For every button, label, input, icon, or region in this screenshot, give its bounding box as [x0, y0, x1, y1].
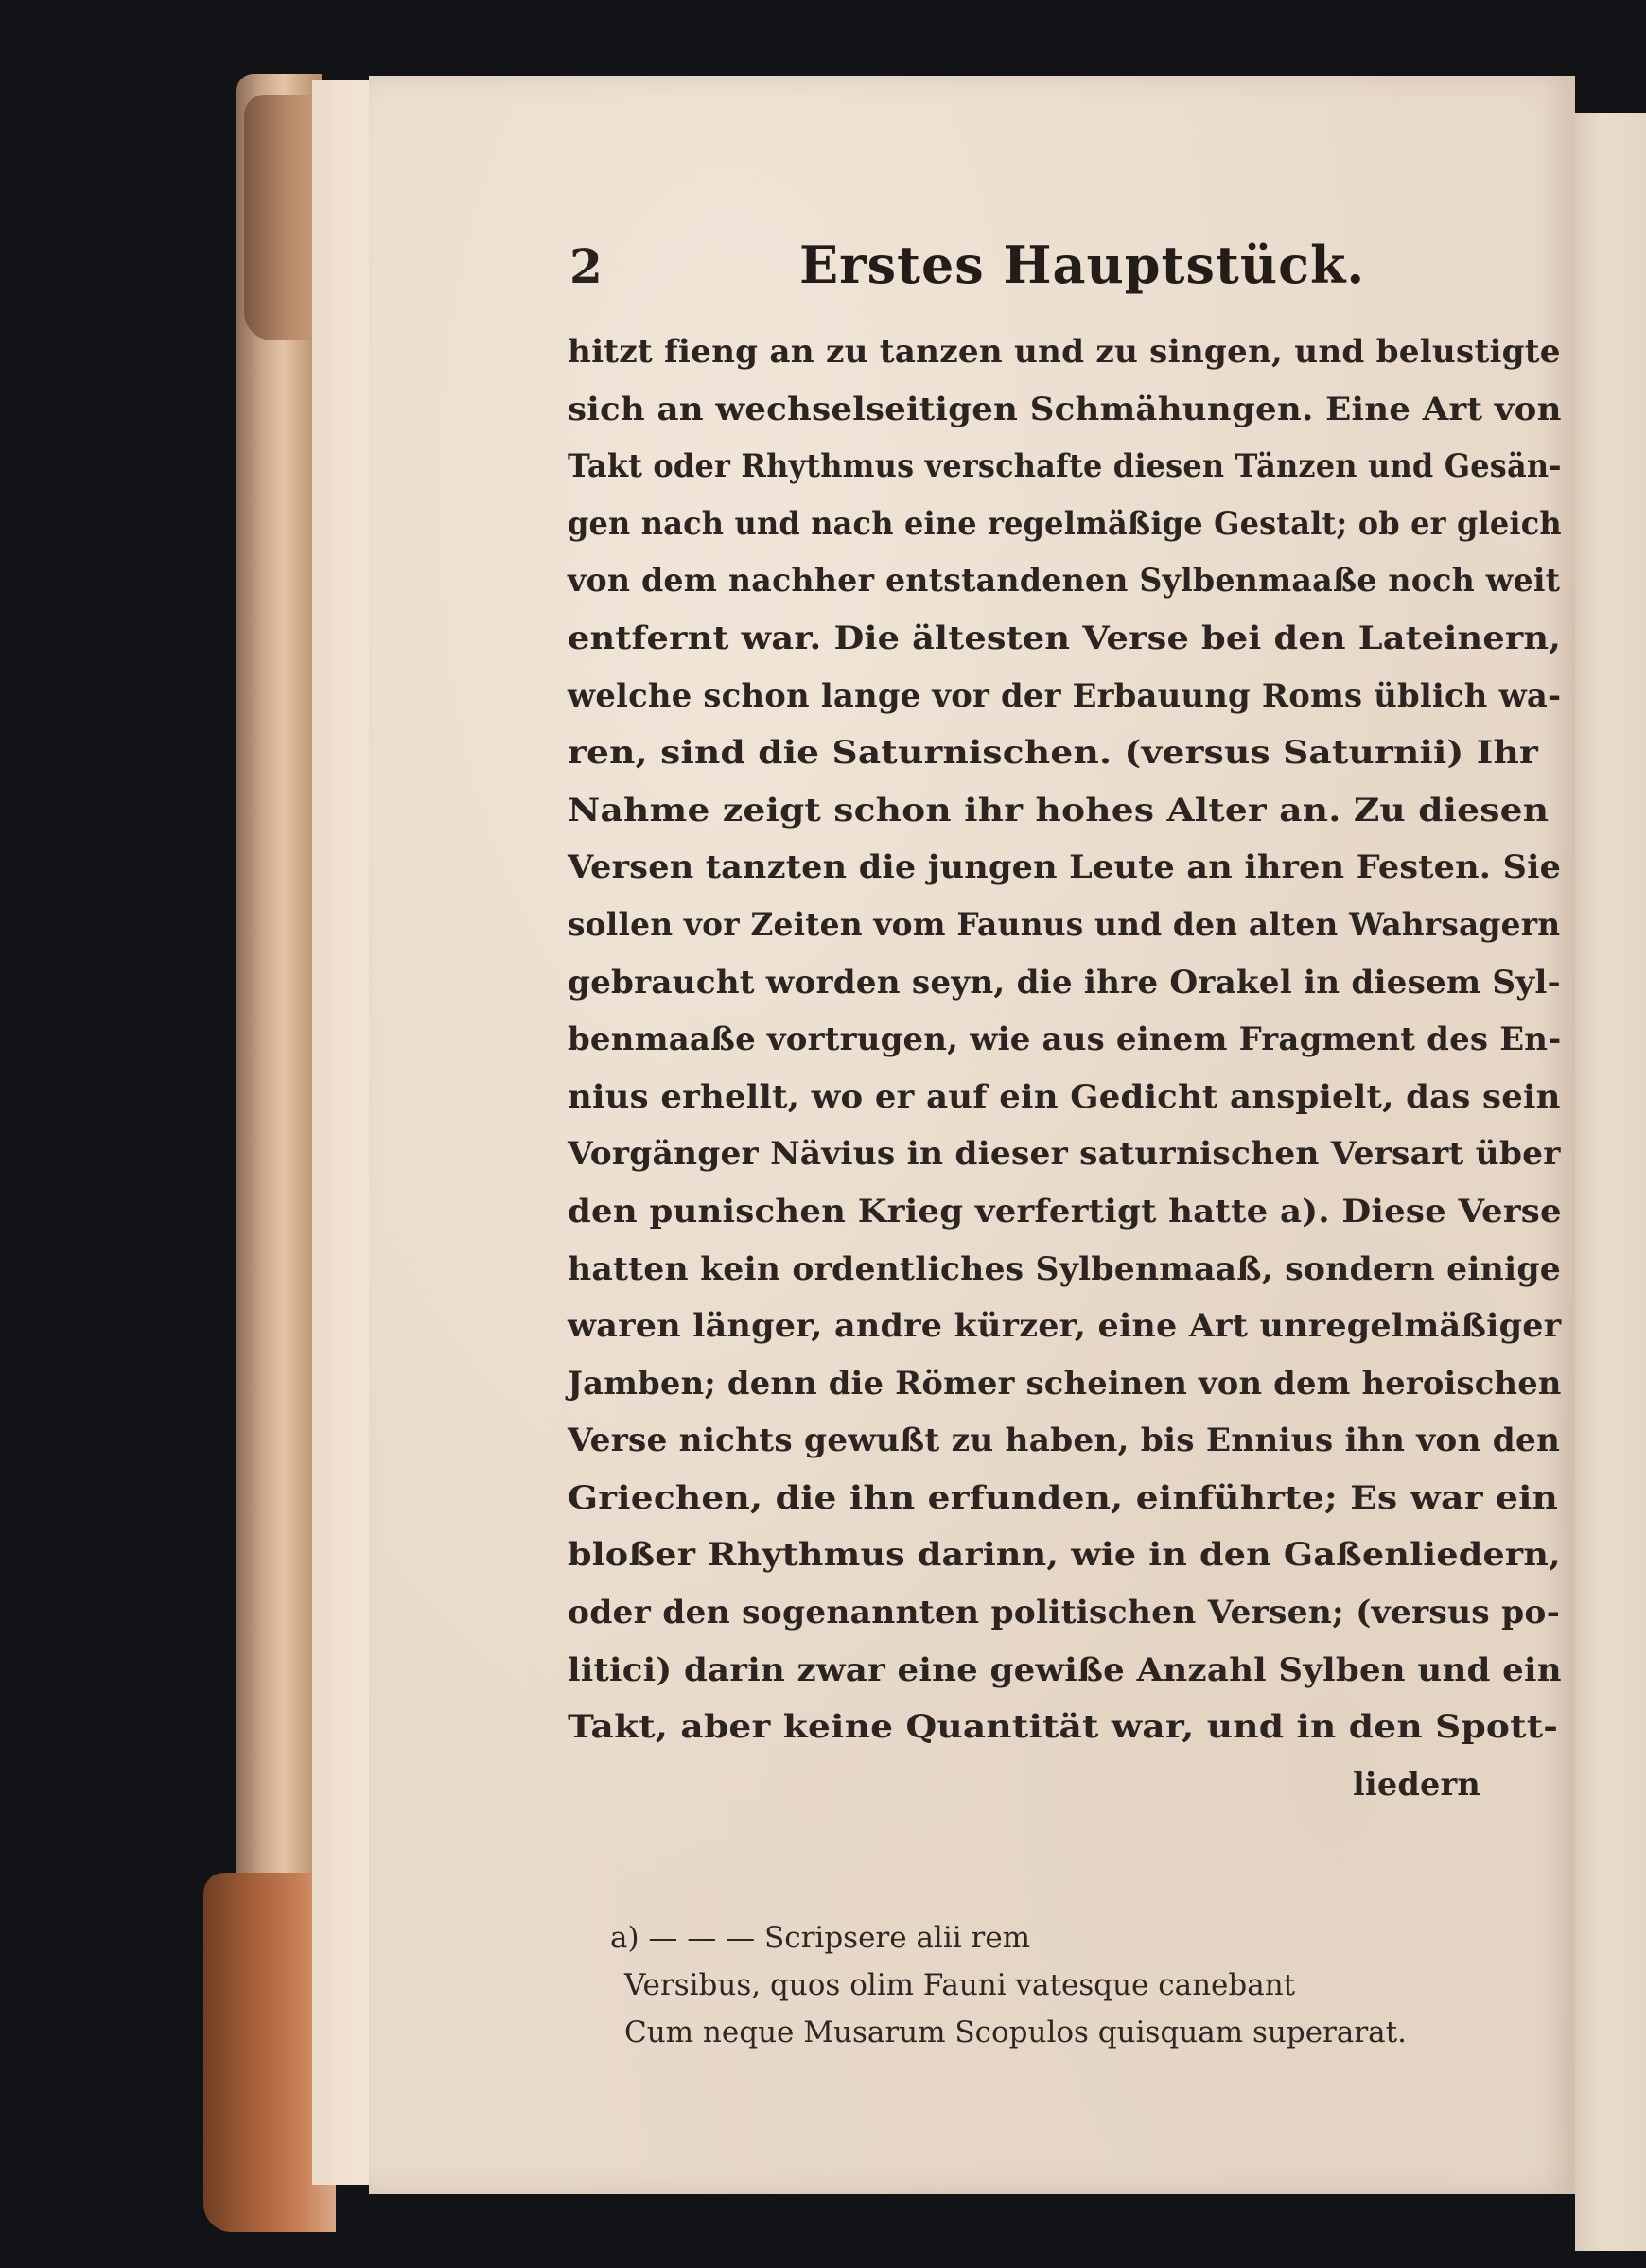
text-line: hatten kein ordentliches Sylbenmaaß, sondern einige	[568, 1249, 1561, 1287]
text-line: nius erhellt, wo er auf ein Gedicht anspielt, das sein	[568, 1077, 1561, 1115]
text-line: gen nach und nach eine regelmäßige Gestalt; ob er gleich	[568, 504, 1562, 542]
text-line: Takt oder Rhythmus verschafte diesen Tänzen und Gesän-	[568, 447, 1562, 485]
running-head: Erstes Hauptstück.	[799, 235, 1366, 295]
footnote-line: a) — — — Scripsere alii rem	[610, 1921, 1031, 1955]
text-line: sich an wechselseitigen Schmähungen. Eine Art von	[568, 390, 1562, 427]
body-text	[568, 323, 1646, 1813]
text-line: bloßer Rhythmus darinn, wie in den Gaßenliedern,	[568, 1536, 1562, 1574]
page-edge	[312, 80, 333, 2185]
text-line: benmaaße vortrugen, wie aus einem Fragment des En-	[568, 1021, 1562, 1058]
text-line: welche schon lange vor der Erbauung Roms üblich wa-	[568, 676, 1562, 714]
text-line: Versen tanzten die jungen Leute an ihren Festen. Sie	[568, 848, 1562, 886]
text-line: Vorgänger Nävius in dieser saturnischen Versart über	[568, 1135, 1561, 1173]
text-line: entfernt war. Die ältesten Verse bei den Lateinern,	[568, 619, 1562, 656]
text-line: Nahme zeigt schon ihr hohes Alter an. Zu diesen	[568, 791, 1550, 829]
text-line: Griechen, die ihn erfunden, einführte; Es war ein	[568, 1478, 1559, 1516]
footnote-line: Cum neque Musarum Scopulos quisquam superarat.	[624, 2015, 1407, 2050]
page-number: 2	[569, 238, 603, 294]
text-line: Takt, aber keine Quantität war, und in den Spott-	[568, 1708, 1559, 1746]
catchword: liedern	[1353, 1765, 1480, 1803]
text-line: ren, sind die Saturnischen. (versus Saturnii) Ihr	[568, 734, 1539, 772]
footnote-line: Versibus, quos olim Fauni vatesque canebant	[624, 1968, 1296, 2002]
text-line: oder den sogenannten politischen Versen; (versus po-	[568, 1594, 1561, 1631]
page-edge	[331, 80, 352, 2185]
text-line: litici) darin zwar eine gewiße Anzahl Sylben und ein	[568, 1650, 1562, 1688]
text-line: gebraucht worden seyn, die ihre Orakel in diesem Syl-	[568, 963, 1561, 1001]
text-line: waren länger, andre kürzer, eine Art unregelmäßiger	[568, 1307, 1562, 1345]
text-line: hitzt fieng an zu tanzen und zu singen, und belustigte	[568, 333, 1561, 370]
text-line: den punischen Krieg verfertigt hatte a). Diese Verse	[568, 1192, 1562, 1230]
page-edge	[350, 80, 371, 2185]
book-page	[369, 76, 1575, 2194]
text-line: von dem nachher entstandenen Sylbenmaaße noch weit	[568, 562, 1561, 600]
text-line: sollen vor Zeiten vom Faunus und den alten Wahrsagern	[568, 905, 1561, 943]
text-line: Verse nichts gewußt zu haben, bis Ennius ihn von den	[568, 1422, 1561, 1459]
text-line: Jamben; denn die Römer scheinen von dem heroischen	[568, 1364, 1562, 1402]
footnote	[610, 1914, 1646, 2056]
page-header	[369, 235, 1575, 310]
